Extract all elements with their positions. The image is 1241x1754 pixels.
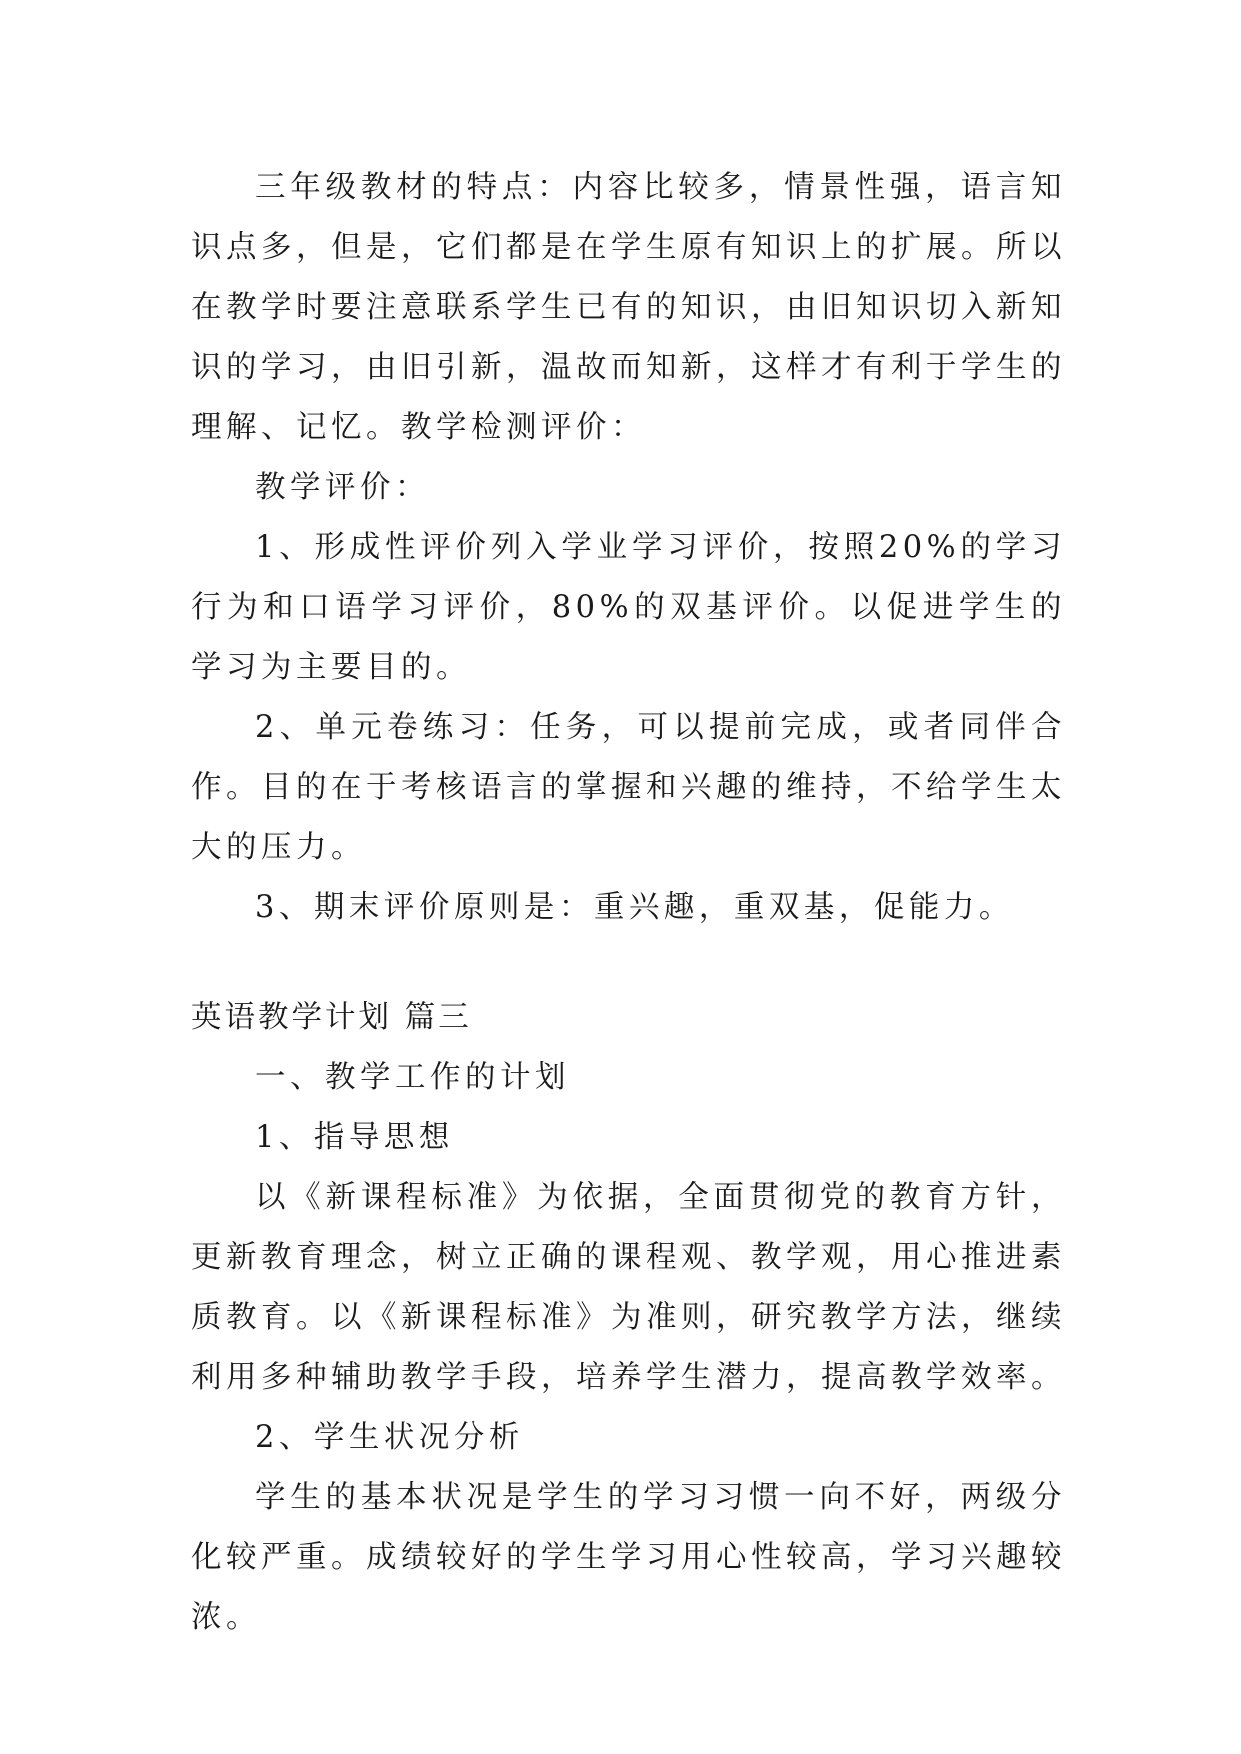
paragraph-evaluation-item-1: 1、形成性评价列入学业学习评价，按照20%的学习行为和口语学习评价，80%的双基评价。以促进学生的学习为主要目的。 bbox=[191, 530, 1066, 685]
paragraph-textbook-features: 三年级教材的特点：内容比较多，情景性强，语言知识点多，但是，它们都是在学生原有知识上的扩展。所以在教学时要注意联系学生已有的知识，由旧知识切入新知识的学习，由旧引新，温故而知新，这样才有利于学生的理解、记忆。教学检测评价： bbox=[191, 170, 1066, 445]
document-body bbox=[191, 158, 1066, 1648]
paragraph-teaching-evaluation-heading: 教学评价： bbox=[255, 470, 430, 505]
paragraph-guiding-thought: 以《新课程标准》为依据，全面贯彻党的教育方针，更新教育理念，树立正确的课程观、教学观，用心推进素质教育。以《新课程标准》为准则，研究教学方法，继续利用多种辅助教学手段，培养学生潜力，提高教学效率。 bbox=[191, 1180, 1066, 1395]
section-gap bbox=[191, 938, 1066, 988]
paragraph-evaluation-item-2: 2、单元卷练习：任务，可以提前完成，或者同伴合作。目的在于考核语言的掌握和兴趣的维持，不给学生太大的压力。 bbox=[191, 710, 1066, 865]
paragraph-evaluation-item-3: 3、期末评价原则是：重兴趣，重双基，促能力。 bbox=[255, 890, 1014, 925]
paragraph-student-analysis: 学生的基本状况是学生的学习习惯一向不好，两级分化较严重。成绩较好的学生学习用心性较高，学习兴趣较浓。 bbox=[191, 1480, 1066, 1635]
paragraph-plan-heading: 一、教学工作的计划 bbox=[255, 1060, 570, 1095]
paragraph-guiding-thought-heading: 1、指导思想 bbox=[255, 1120, 454, 1155]
paragraph-student-analysis-heading: 2、学生状况分析 bbox=[255, 1420, 524, 1455]
section-title: 英语教学计划 篇三 bbox=[191, 1000, 472, 1035]
